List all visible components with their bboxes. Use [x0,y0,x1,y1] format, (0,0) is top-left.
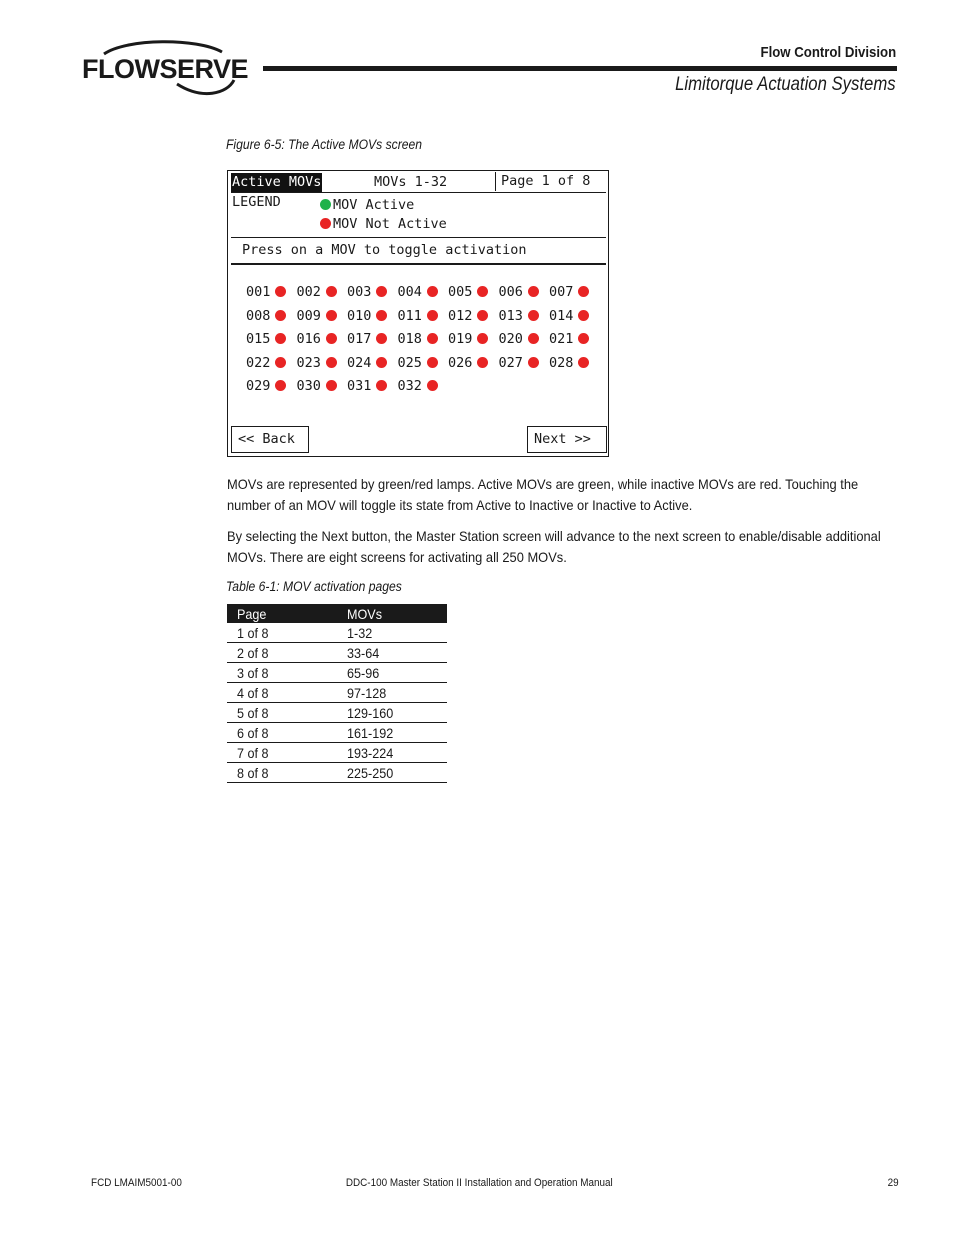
table-row [227,743,447,763]
footer-manual-title: DDC-100 Master Station II Installation and Operation Manual [345,1177,613,1189]
table-row [227,643,447,663]
red-lamp-icon [528,286,539,297]
mov-number[interactable]: 003 [347,284,372,300]
mov-number[interactable]: 010 [347,307,372,324]
mov-number[interactable]: 011 [397,307,422,324]
red-lamp-icon [427,310,438,321]
mov-item[interactable] [499,355,539,371]
mov-number[interactable]: 017 [347,331,372,347]
table-row [227,703,447,723]
table-header-row [227,604,447,623]
movs-cell: 65-96 [337,663,447,683]
header-rule [263,66,897,71]
page-cell: 2 of 8 [227,643,337,663]
page-cell: 7 of 8 [227,743,337,763]
red-lamp-icon [528,333,539,344]
red-lamp-icon [477,286,488,297]
division-title: Flow Control Division [760,44,896,61]
red-lamp-icon [477,333,488,344]
mov-number[interactable]: 027 [498,354,523,371]
red-lamp-icon [528,357,539,368]
mov-item[interactable] [398,331,438,347]
legend-active-label: MOV Active [333,197,415,213]
paragraph-next-button: By selecting the Next button, the Master Station screen will advance to the next screen to enable/disable additional MOVs. There are eight screens for activating all 250 MOVs. [227,528,881,565]
legend-item-active [320,197,414,213]
mov-item[interactable] [448,331,488,347]
mov-number[interactable]: 026 [448,354,473,371]
figure-caption: Figure 6-5: The Active MOVs screen [226,137,423,152]
red-lamp-icon [376,380,387,391]
mov-activation-table [227,604,447,783]
mov-item[interactable] [297,378,337,394]
mov-number[interactable]: 024 [347,354,372,371]
mov-item[interactable] [398,308,438,324]
legend-label: LEGEND [232,194,281,210]
table-row [227,623,447,643]
mov-item[interactable] [347,308,387,324]
mov-item[interactable] [398,284,438,300]
red-lamp-icon [427,380,438,391]
red-lamp-icon [427,333,438,344]
mov-item[interactable] [549,308,589,324]
mov-item[interactable] [347,378,387,394]
mov-item[interactable] [246,308,286,324]
movs-cell: 161-192 [337,723,447,743]
red-lamp-icon [528,310,539,321]
mov-number[interactable]: 032 [397,378,422,394]
red-lamp-icon [275,310,286,321]
mov-item[interactable] [549,284,589,300]
movs-cell: 129-160 [337,703,447,723]
mov-item[interactable] [398,378,438,394]
mov-item[interactable] [297,355,337,371]
movs-cell: 193-224 [337,743,447,763]
legend-item-not-active [320,216,447,232]
mov-item[interactable] [246,331,286,347]
red-lamp-icon [275,380,286,391]
paragraph-lamps: MOVs are represented by green/red lamps. Active MOVs are green, while inactive MOVs are red. Touching the number of an MOV will toggle its state from Active to Inactive or Inactive to Active. [227,476,859,513]
title-divider [231,192,606,193]
table-caption: Table 6-1: MOV activation pages [226,579,402,594]
screen-title: Active MOVs [232,174,322,190]
mov-number[interactable]: 023 [296,354,321,371]
active-movs-screen [227,170,609,457]
mov-number[interactable]: 005 [448,284,473,300]
red-lamp-icon [320,218,331,229]
page-cell: 1 of 8 [227,623,337,643]
table-row [227,763,447,783]
column-header-movs: MOVs [337,604,447,623]
mov-item[interactable] [297,308,337,324]
red-lamp-icon [427,357,438,368]
mov-number[interactable]: 029 [246,378,271,394]
movs-cell: 1-32 [337,623,447,643]
mov-number[interactable]: 013 [498,307,523,324]
mov-item[interactable] [347,284,387,300]
mov-number[interactable]: 006 [498,284,523,300]
page-indicator: Page 1 of 8 [495,172,606,191]
mov-number[interactable]: 028 [549,354,574,371]
red-lamp-icon [275,286,286,297]
footer-doc-code: FCD LMAIM5001-00 [91,1177,182,1189]
mov-number[interactable]: 016 [296,331,321,347]
mov-item[interactable] [499,331,539,347]
mov-number[interactable]: 019 [448,331,473,347]
table-row [227,723,447,743]
mov-item[interactable] [398,355,438,371]
mov-item[interactable] [297,284,337,300]
mov-number[interactable]: 007 [549,284,574,300]
mov-number[interactable]: 018 [397,331,422,347]
red-lamp-icon [376,357,387,368]
legend-not-active-label: MOV Not Active [333,216,447,232]
page-cell: 6 of 8 [227,723,337,743]
red-lamp-icon [326,380,337,391]
red-lamp-icon [376,286,387,297]
red-lamp-icon [326,333,337,344]
page-cell: 8 of 8 [227,763,337,783]
red-lamp-icon [326,286,337,297]
instruction-divider [231,263,606,265]
green-lamp-icon [320,199,331,210]
red-lamp-icon [578,310,589,321]
mov-range-label: MOVs 1-32 [374,174,448,190]
brand-name: FLOWSERVE [82,54,249,84]
mov-item[interactable] [347,331,387,347]
red-lamp-icon [326,310,337,321]
mov-number[interactable]: 001 [246,284,271,300]
page-cell: 3 of 8 [227,663,337,683]
legend-divider [231,237,606,238]
page-cell: 5 of 8 [227,703,337,723]
red-lamp-icon [275,357,286,368]
footer-page-number: 29 [887,1177,899,1189]
mov-number[interactable]: 030 [296,378,321,394]
mov-number[interactable]: 031 [347,378,372,394]
mov-number[interactable]: 025 [397,354,422,371]
red-lamp-icon [578,333,589,344]
mov-item[interactable] [549,355,589,371]
movs-cell: 97-128 [337,683,447,703]
mov-item[interactable] [499,284,539,300]
mov-number[interactable]: 021 [549,331,574,347]
back-button[interactable]: << Back [231,426,309,453]
mov-number[interactable]: 015 [246,331,271,347]
mov-number[interactable]: 012 [448,307,473,324]
mov-number[interactable]: 002 [296,284,321,300]
red-lamp-icon [578,286,589,297]
mov-item[interactable] [246,284,286,300]
red-lamp-icon [427,286,438,297]
column-header-page: Page [227,604,337,623]
table-row [227,683,447,703]
mov-item[interactable] [347,355,387,371]
mov-item[interactable] [448,308,488,324]
mov-number[interactable]: 022 [246,354,271,371]
mov-item[interactable] [499,308,539,324]
mov-item[interactable] [246,355,286,371]
mov-item[interactable] [549,331,589,347]
page-cell: 4 of 8 [227,683,337,703]
mov-number[interactable]: 020 [498,331,523,347]
mov-number[interactable]: 004 [397,284,422,300]
red-lamp-icon [376,310,387,321]
mov-number[interactable]: 008 [246,307,271,324]
document-subtitle: Limitorque Actuation Systems [675,74,896,95]
movs-cell: 225-250 [337,763,447,783]
red-lamp-icon [376,333,387,344]
mov-number[interactable]: 009 [296,307,321,324]
mov-item[interactable] [448,355,488,371]
table-row [227,663,447,683]
mov-item[interactable] [448,284,488,300]
red-lamp-icon [477,310,488,321]
mov-item[interactable] [246,378,286,394]
mov-item[interactable] [297,331,337,347]
mov-number[interactable]: 014 [549,307,574,324]
instruction-text: Press on a MOV to toggle activation [242,242,527,258]
next-button[interactable]: Next >> [527,426,607,453]
flowserve-logo [82,38,249,100]
red-lamp-icon [275,333,286,344]
movs-cell: 33-64 [337,643,447,663]
red-lamp-icon [477,357,488,368]
red-lamp-icon [578,357,589,368]
red-lamp-icon [326,357,337,368]
